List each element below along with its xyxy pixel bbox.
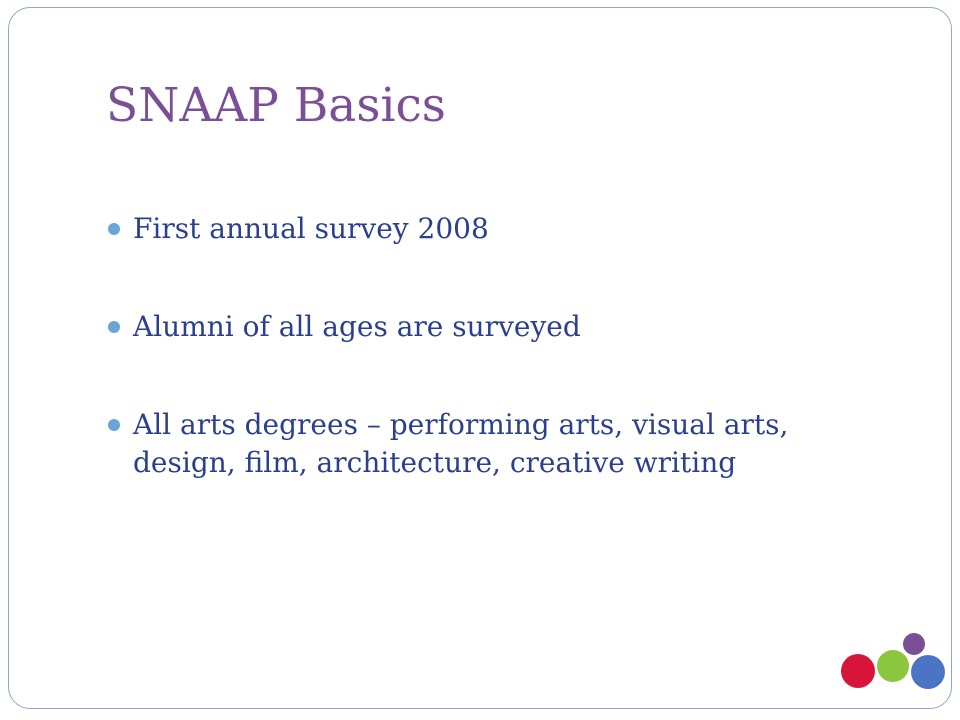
snaap-dots-logo xyxy=(838,630,950,690)
bullet-dot-icon xyxy=(108,223,120,235)
bullet-item xyxy=(106,406,826,482)
bullet-dot-icon xyxy=(108,321,120,333)
bullet-list xyxy=(106,210,826,542)
bullet-text: Alumni of all ages are surveyed xyxy=(133,310,581,343)
bullet-item xyxy=(106,308,826,346)
logo-purple-dot xyxy=(903,633,925,655)
bullet-item xyxy=(106,210,826,248)
logo-green-dot xyxy=(877,650,909,682)
logo-red-dot xyxy=(841,654,875,688)
slide-title: SNAAP Basics xyxy=(106,78,446,133)
bullet-text: First annual survey 2008 xyxy=(133,212,489,245)
bullet-text: All arts degrees – performing arts, visual arts, design, film, architecture, creative writing xyxy=(133,408,789,479)
logo-blue-dot xyxy=(911,655,945,689)
bullet-dot-icon xyxy=(108,419,120,431)
